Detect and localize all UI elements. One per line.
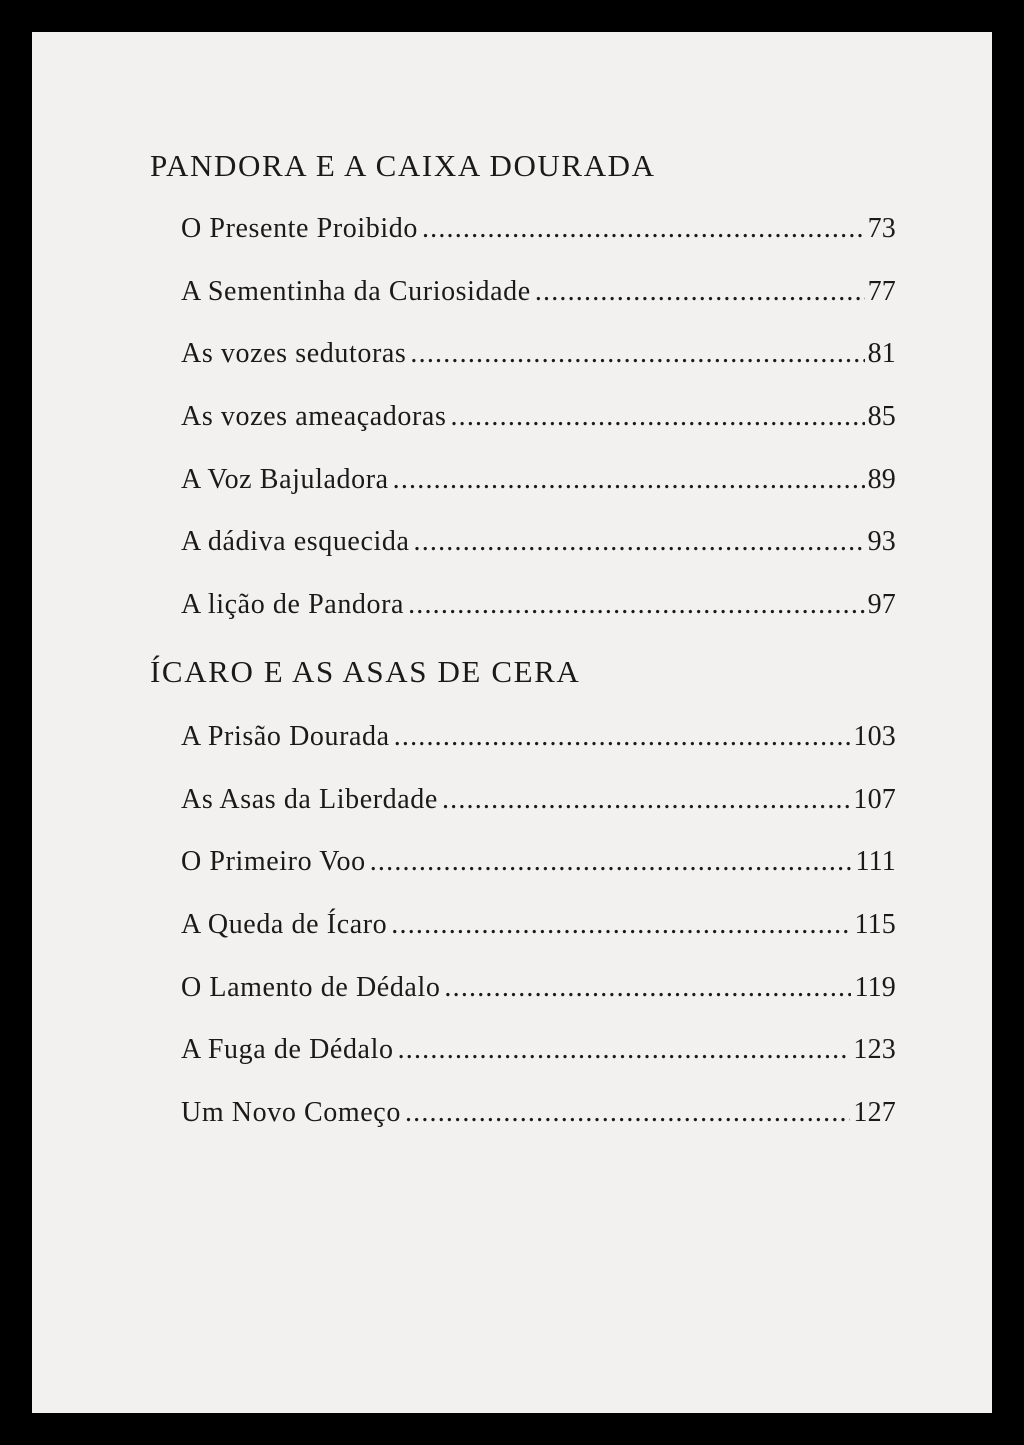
toc-entry [181, 588, 896, 622]
toc-entry-page: 93 [867, 526, 896, 557]
dot-leader [444, 971, 851, 1005]
dot-leader [398, 1033, 851, 1067]
toc-entry-title: A Queda de Ícaro [181, 909, 388, 940]
toc-entry-page: 111 [855, 846, 896, 877]
dot-leader [535, 275, 865, 309]
dot-leader [422, 212, 865, 246]
toc-entry-page: 107 [853, 784, 896, 815]
dot-leader [410, 337, 864, 371]
toc-entry [181, 971, 896, 1005]
toc-entry [181, 1096, 896, 1130]
dot-leader [393, 463, 865, 497]
toc-entry-title: A Fuga de Dédalo [181, 1034, 394, 1065]
toc-entry-page: 119 [854, 972, 896, 1003]
dot-leader [414, 525, 865, 559]
toc-page [32, 32, 992, 1413]
toc-entry-title: A Voz Bajuladora [181, 464, 389, 495]
toc-entry-page: 123 [853, 1034, 896, 1065]
toc-entry [181, 1033, 896, 1067]
toc-entry-title: As Asas da Liberdade [181, 784, 438, 815]
toc-entry-title: A lição de Pandora [181, 589, 405, 620]
toc-entry-page: 115 [854, 909, 896, 940]
toc-entry [181, 720, 896, 754]
toc-entry-page: 103 [853, 721, 896, 752]
dot-leader [370, 845, 853, 879]
toc-entry [181, 212, 896, 246]
toc-entry-page: 89 [867, 464, 896, 495]
section-title: ÍCARO E AS ASAS DE CERA [150, 654, 581, 689]
toc-entry-title: O Presente Proibido [181, 213, 418, 244]
toc-entry-title: As vozes ameaçadoras [181, 401, 447, 432]
toc-entry [181, 908, 896, 942]
toc-entry-title: As vozes sedutoras [181, 338, 407, 369]
toc-entry-page: 127 [853, 1097, 896, 1128]
toc-entry-page: 97 [867, 589, 896, 620]
toc-entry [181, 400, 896, 434]
dot-leader [391, 908, 851, 942]
dot-leader [408, 588, 865, 622]
dot-leader [450, 400, 864, 434]
toc-entry-title: O Primeiro Voo [181, 846, 366, 877]
toc-entry-page: 85 [867, 401, 896, 432]
toc-entry [181, 463, 896, 497]
toc-entry [181, 525, 896, 559]
section-title: PANDORA E A CAIXA DOURADA [150, 148, 656, 183]
toc-entry [181, 337, 896, 371]
dot-leader [394, 720, 851, 754]
toc-entry-title: O Lamento de Dédalo [181, 972, 441, 1003]
toc-entry [181, 783, 896, 817]
toc-entry-title: A Sementinha da Curiosidade [181, 276, 531, 307]
toc-entry-page: 81 [867, 338, 896, 369]
dot-leader [405, 1096, 850, 1130]
toc-entry-page: 73 [867, 213, 896, 244]
toc-entry-title: A Prisão Dourada [181, 721, 390, 752]
toc-entry [181, 275, 896, 309]
dot-leader [442, 783, 850, 817]
toc-entry-title: Um Novo Começo [181, 1097, 401, 1128]
toc-entry [181, 845, 896, 879]
toc-entry-page: 77 [867, 276, 896, 307]
toc-entry-title: A dádiva esquecida [181, 526, 410, 557]
